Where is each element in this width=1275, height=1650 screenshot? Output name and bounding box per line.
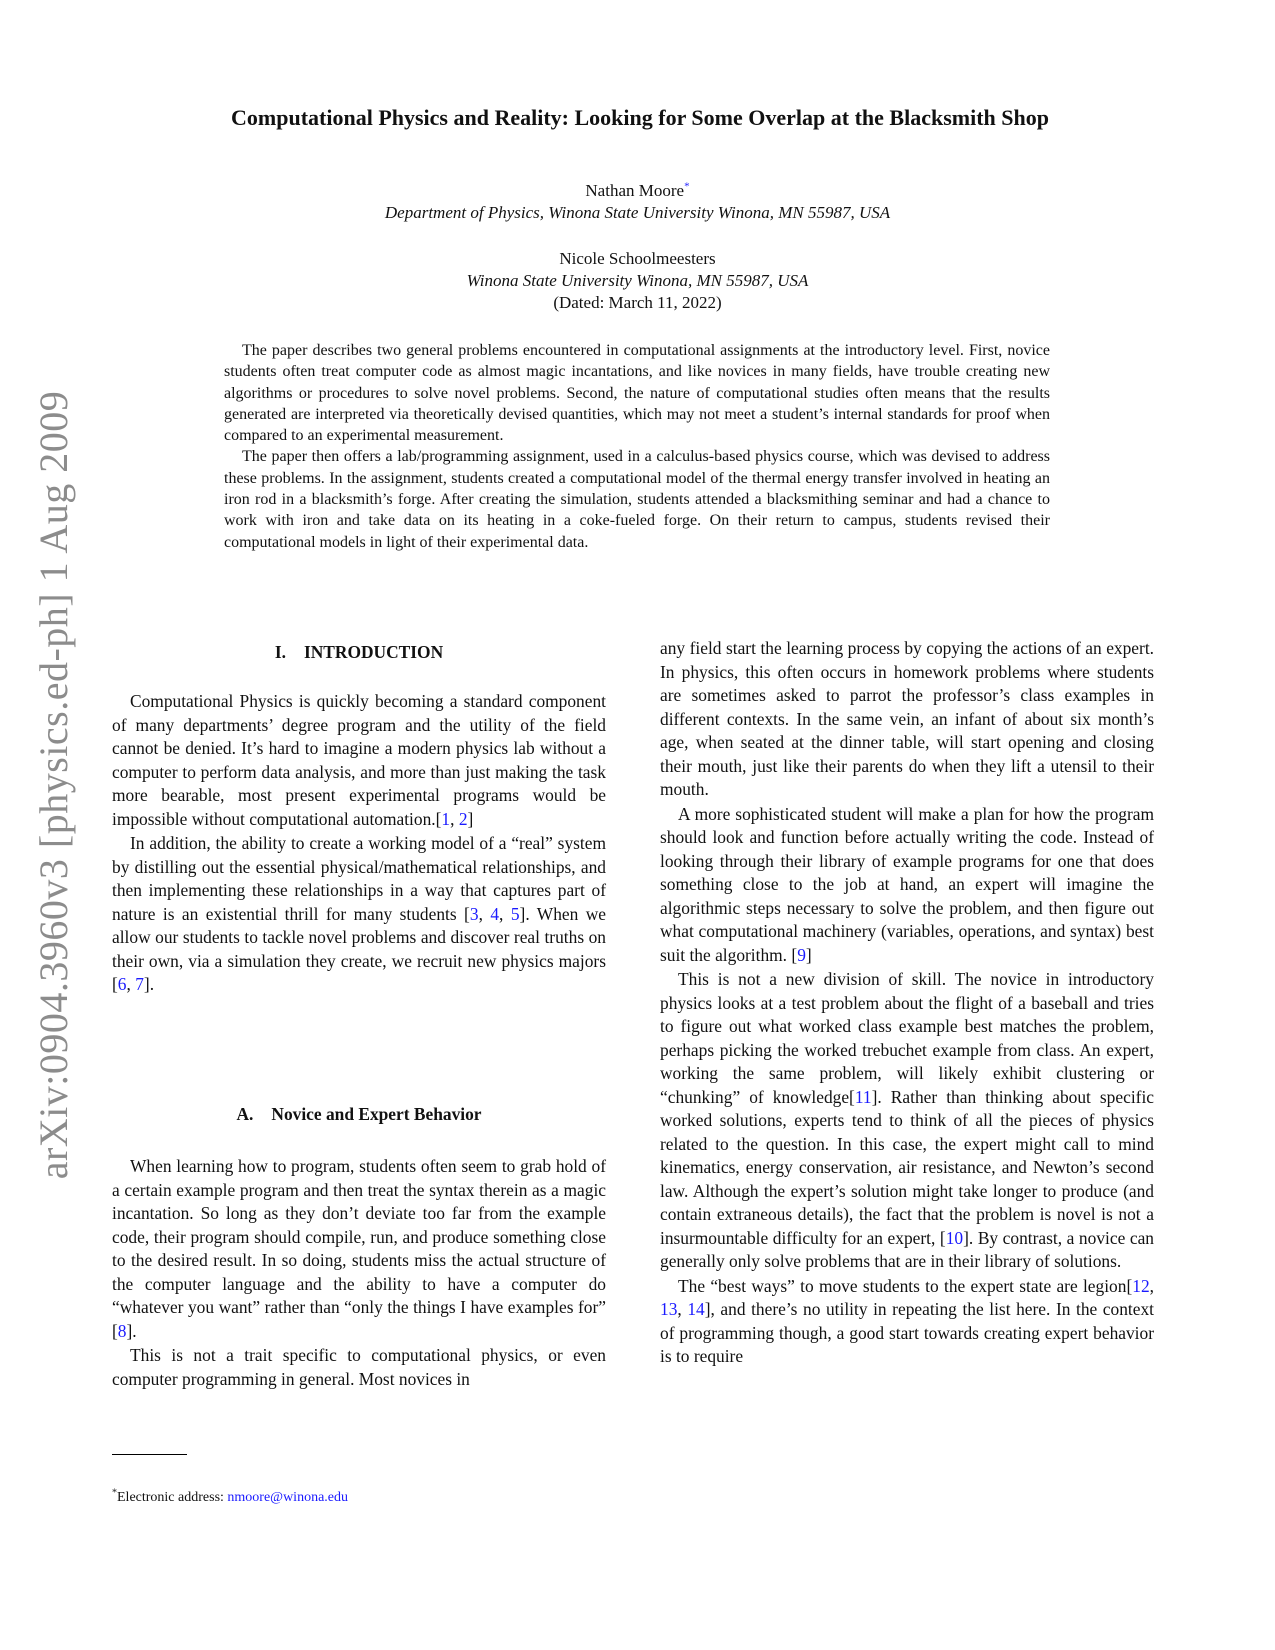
- author-name: Nicole Schoolmeesters: [559, 249, 716, 268]
- left-column: [112, 690, 606, 997]
- arxiv-identifier-stamp: arXiv:0904.3960v3 [physics.ed-ph] 1 Aug 2009: [31, 390, 76, 1180]
- citation-link[interactable]: 3: [469, 903, 479, 924]
- citation-link[interactable]: 8: [117, 1320, 127, 1341]
- text-run: Computational Physics is quickly becoming a standard component of many departments’ degree program and the utility of the field cannot be denied. It’s hard to imagine a modern physics lab without a computer to perform data analysis, and more than just making the task more bearable, most present experimental programs would be impossible without computational automation.[: [112, 691, 606, 829]
- citation-link[interactable]: 7: [135, 974, 144, 994]
- section-title: INTRODUCTION: [303, 642, 444, 662]
- citation-link[interactable]: 12: [1132, 1275, 1150, 1296]
- body-paragraph-continued: [660, 637, 1154, 802]
- section-number: A.: [236, 1104, 254, 1124]
- author-affiliation: Winona State University Winona, MN 55987, USA: [466, 271, 809, 290]
- citation-link[interactable]: 10: [945, 1227, 964, 1248]
- footnote-mark-link[interactable]: *: [684, 180, 690, 193]
- section-title: Novice and Expert Behavior: [271, 1104, 482, 1124]
- body-paragraph: [660, 803, 1154, 968]
- left-column-subsection: [112, 1155, 606, 1391]
- section-number: I.: [274, 642, 286, 662]
- author-block-2: [0, 248, 1275, 314]
- citation-link[interactable]: 11: [854, 1086, 872, 1107]
- abstract: [224, 340, 1050, 553]
- text-run: This is not a new division of skill. The novice in introductory physics looks at a test problem about the flight of a baseball and tries to figure out what worked class example best matches the problem, perhaps picking the worked trebuchet example from class. An expert, working the same problem, will likely exhibit clustering or “chunking” of knowledge[: [660, 969, 1154, 1107]
- text-run: A more sophisticated student will make a plan for how the program should look and function before actually writing the code. Instead of looking through their library of example programs for one that does something close to the job at hand, an expert will imagine the algorithmic steps necessary to solve the problem, and then figure out what computational machinery (variables, operations, and syntax) best suit the algorithm. [: [660, 803, 1154, 965]
- email-link[interactable]: nmoore@winona.edu: [227, 1490, 348, 1505]
- text-run: ].: [143, 974, 155, 994]
- text-run: ,: [126, 974, 136, 994]
- text-run: This is not a trait specific to computational physics, or even computer programming in general. Most novices in: [112, 1345, 606, 1389]
- text-run: ,: [478, 903, 491, 924]
- citation-link[interactable]: 4: [490, 903, 500, 924]
- text-run: ,: [677, 1299, 688, 1319]
- footnote: [112, 1487, 348, 1506]
- right-column: [660, 637, 1154, 1369]
- text-run: ,: [450, 808, 459, 829]
- body-paragraph: [112, 832, 606, 997]
- abstract-paragraph: The paper then offers a lab/programming assignment, used in a calculus-based physics course, which was devised to address these problems. In the assignment, students created a computational model of the thermal energy transfer involved in heating an iron rod in a blacksmith’s forge. After creating the simulation, students attended a blacksmithing seminar and had a chance to work with iron and take data on its heating in a coke-fueled forge. On their return to campus, students revised their computational models in light of their experimental data.: [224, 448, 1050, 551]
- text-run: When learning how to program, students often seem to grab hold of a certain example program and then treat the syntax therein as a magic incantation. So long as they don’t deviate too far from the example code, their program should compile, run, and produce something close to the desired result. In so doing, students miss the actual structure of the computer language and the ability to have a computer do “whatever you want” rather than “only the things I have examples for” [: [112, 1156, 606, 1341]
- citation-link[interactable]: 9: [797, 944, 806, 965]
- abstract-paragraph: The paper describes two general problems encountered in computational assignments at the introductory level. First, novice students often treat computer code as almost magic incantations, and like novices in many fields, have trouble creating new algorithms or procedures to solve novel problems. Second, the nature of computational studies often means that the results generated are interpreted via theoretically devised quantities, which may not meet a student’s internal standards for proof when compared to an experimental measurement.: [224, 342, 1050, 445]
- section-heading-introduction: [112, 642, 606, 663]
- text-run: ], and there’s no utility in repeating the list here. In the context of programming though, a good start towards creating expert behavior is to require: [660, 1299, 1154, 1366]
- text-run: In addition, the ability to create a working model of a “real” system by distilling out the essential physical/mathematical relationships, and then implementing these relationships in a way that captures part of nature is an existential thrill for many students [: [112, 833, 606, 924]
- citation-link[interactable]: 13: [660, 1299, 678, 1319]
- body-paragraph: [112, 1155, 606, 1343]
- text-run: ,: [1149, 1275, 1154, 1296]
- citation-link[interactable]: 5: [510, 903, 520, 924]
- author-affiliation: Department of Physics, Winona State University Winona, MN 55987, USA: [384, 203, 891, 222]
- subsection-heading-novice-expert: [112, 1104, 606, 1125]
- citation-link[interactable]: 1: [441, 808, 451, 829]
- dated-line: (Dated: March 11, 2022): [553, 293, 722, 312]
- body-paragraph: [660, 1275, 1154, 1369]
- paper-title: Computational Physics and Reality: Looking for Some Overlap at the Blacksmith Shop: [231, 105, 1049, 130]
- text-run: ]: [805, 944, 812, 965]
- citation-link[interactable]: 6: [117, 974, 127, 994]
- author-name: [0, 180, 1275, 202]
- author-block-1: [0, 180, 1275, 224]
- citation-link[interactable]: 2: [458, 808, 468, 829]
- body-paragraph: [660, 968, 1154, 1274]
- footnote-mark: *: [112, 1487, 117, 1499]
- text-run: ].: [126, 1320, 137, 1341]
- text-run: ,: [499, 903, 511, 924]
- citation-link[interactable]: 14: [687, 1299, 705, 1319]
- text-run: ]. By contrast, a novice can generally only solve problems that are in their library of solutions.: [660, 1227, 1154, 1271]
- text-run: ]. Rather than thinking about specific worked solutions, experts tend to think of all the pieces of physics related to the question. In this case, the expert might call to mind kinematics, energy conservation, air resistance, and Newton’s second law. Although the expert’s solution might take longer to produce (and contain extraneous details), the fact that the problem is novel is not a insurmountable difficulty for an expert, [: [660, 1086, 1154, 1248]
- footnote-rule: [112, 1454, 187, 1455]
- text-run: The “best ways” to move students to the expert state are legion[: [678, 1275, 1133, 1296]
- text-run: ]. When we allow our students to tackle novel problems and discover real truths on their own, via a simulation they create, we recruit new physics majors [: [112, 903, 607, 994]
- author-name-text: Nathan Moore: [585, 181, 685, 200]
- body-paragraph: [112, 1344, 606, 1391]
- text-run: ]: [467, 808, 474, 829]
- text-run: any field start the learning process by copying the actions of an expert. In physics, this often occurs in homework problems where students are sometimes asked to parrot the professor’s class examples in different contexts. In the same vein, an infant of about six month’s age, when seated at the dinner table, will start opening and closing their mouth, just like their parents do when they lift a utensil to their mouth.: [660, 638, 1154, 799]
- footnote-label: Electronic address:: [117, 1490, 228, 1505]
- body-paragraph: [112, 690, 606, 831]
